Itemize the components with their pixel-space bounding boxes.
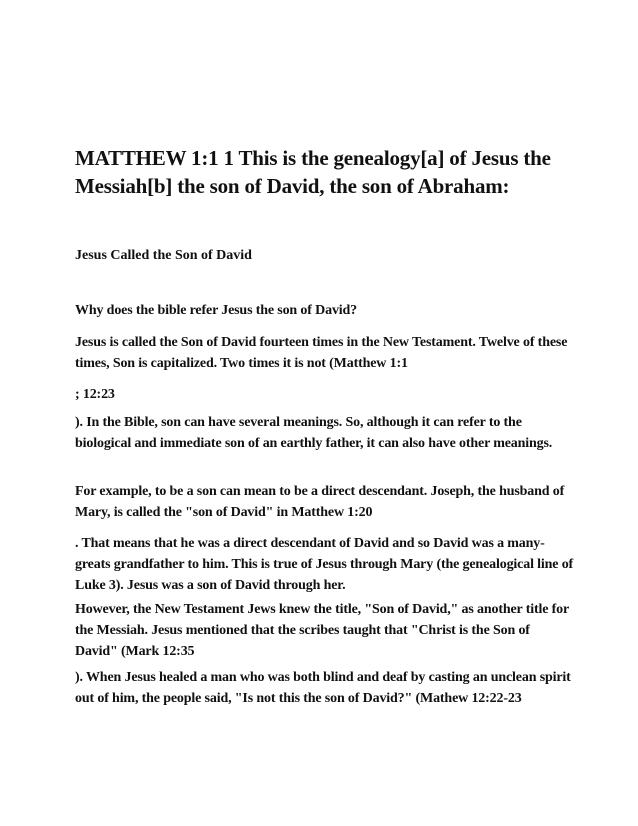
- paragraph-reference: ; 12:23: [75, 387, 115, 402]
- paragraph-son-of-david-count: Jesus is called the Son of David fourteen times in the New Testament. Twelve of these times, Son is capitalized. Two times it is not (Matthew 1:1: [75, 335, 568, 371]
- document-title: MATTHEW 1:1 1 This is the genealogy[a] of Jesus the Messiah[b] the son of David, the son of Abraham:: [75, 146, 551, 198]
- paragraph-joseph-lineage: . That means that he was a direct descendant of David and so David was a many-greats grandfather to him. This is true of Jesus through Mary (the genealogical line of Luke 3). Jesus was a son of David through her.: [75, 536, 574, 593]
- paragraph-messiah-title: However, the New Testament Jews knew the title, "Son of David," as another title for the Messiah. Jesus mentioned that the scribes taught that "Christ is the Son of David" (Mark 12:35: [75, 602, 569, 659]
- paragraph-question: Why does the bible refer Jesus the son of David?: [75, 303, 358, 318]
- paragraph-healing: ). When Jesus healed a man who was both blind and deaf by casting an unclean spirit out of him, the people said, "Is not this the son of David?" (Mathew 12:22-23: [75, 670, 571, 706]
- paragraph-direct-descendant: For example, to be a son can mean to be a direct descendant. Joseph, the husband of Mary, is called the "son of David" in Matthew 1:20: [75, 484, 565, 520]
- paragraph-son-meanings: ). In the Bible, son can have several meanings. So, although it can refer to the biological and immediate son of an earthly father, it can also have other meanings.: [75, 415, 553, 451]
- section-heading: Jesus Called the Son of David: [75, 248, 252, 263]
